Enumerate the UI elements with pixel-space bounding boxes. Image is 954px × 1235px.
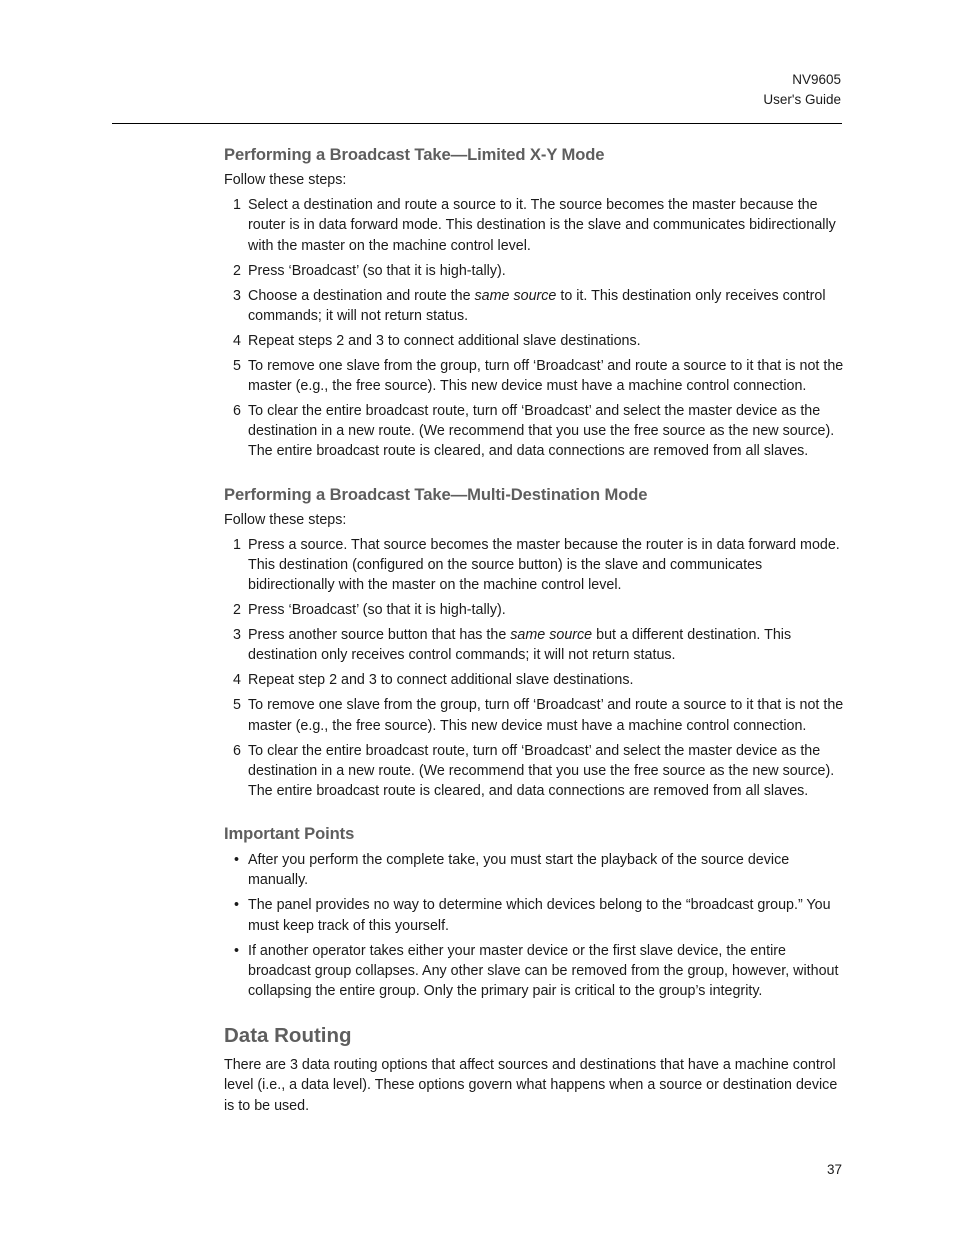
- steps-list: [224, 535, 844, 801]
- section-heading: Performing a Broadcast Take—Limited X-Y Mode: [224, 145, 605, 164]
- section-multi-destination: [224, 484, 844, 802]
- step-text: Press ‘Broadcast’ (so that it is high-tally).: [248, 262, 506, 279]
- step-item: [224, 331, 844, 351]
- section-data-routing: [224, 1023, 844, 1116]
- step-item: [224, 286, 844, 326]
- step-item: [224, 625, 844, 665]
- step-text: To clear the entire broadcast route, turn off ‘Broadcast’ and select the master device as the destination in a new route. (We recommend that you use the free source as the new source). The entire broadcast route is cleared, and data connections are removed from all slaves.: [248, 742, 835, 800]
- step-item: [224, 695, 844, 735]
- bullet-text: The panel provides no way to determine which devices belong to the “broadcast group.” You must keep track of this yourself.: [248, 897, 831, 934]
- bullet-marker: •: [234, 942, 240, 959]
- header-product: NV9605: [792, 72, 841, 87]
- bullet-item: [224, 895, 844, 935]
- section-important-points: [224, 823, 844, 1001]
- bullet-item: [224, 850, 844, 890]
- bullet-text: After you perform the complete take, you must start the playback of the source device manually.: [248, 852, 790, 889]
- bullet-marker: •: [234, 897, 240, 914]
- step-item: [224, 535, 844, 596]
- steps-list: [224, 195, 844, 461]
- step-number: 3: [233, 287, 241, 304]
- step-text: To clear the entire broadcast route, turn off ‘Broadcast’ and select the master device as the destination in a new route. (We recommend that you use the free source as the new source). The entire broadcast route is cleared, and data connections are removed from all slaves.: [248, 403, 835, 460]
- step-text: Repeat steps 2 and 3 to connect additional slave destinations.: [248, 332, 641, 349]
- page-number: 37: [826, 1162, 842, 1177]
- step-number: 4: [233, 672, 241, 689]
- section-heading: Important Points: [224, 824, 355, 844]
- step-number: 1: [233, 197, 241, 214]
- chapter-heading: Data Routing: [224, 1024, 352, 1048]
- step-text-post: to it. This destination only receives control commands; it will not return status.: [248, 287, 826, 324]
- step-number: 2: [233, 262, 241, 279]
- step-item: [224, 741, 844, 802]
- page-content: [224, 144, 844, 1138]
- step-number: 6: [233, 403, 241, 420]
- header-rule: [112, 123, 842, 124]
- section-intro: Follow these steps:: [224, 511, 347, 528]
- step-text-pre: Choose a destination and route the: [248, 287, 475, 304]
- step-text-emphasis: same source: [510, 627, 593, 644]
- step-text: Press ‘Broadcast’ (so that it is high-tally).: [248, 602, 506, 619]
- step-text: Select a destination and route a source to it. The source becomes the master because the router is in data forward mode. This destination is the slave and communicates bidirectionally with the master on the machine control level.: [248, 197, 836, 254]
- step-text: To remove one slave from the group, turn off ‘Broadcast’ and route a source to it that is not the master (e.g., the free source). This new device must have a machine control connection.: [248, 357, 844, 395]
- step-number: 6: [233, 742, 241, 759]
- bullet-item: [224, 941, 844, 1002]
- step-number: 4: [233, 332, 241, 349]
- bullet-marker: •: [234, 852, 240, 869]
- step-text-post: but a different destination. This destination only receives control commands; it will not return status.: [248, 627, 792, 664]
- step-number: 1: [233, 536, 241, 553]
- step-item: [224, 261, 844, 281]
- step-text-pre: Press another source button that has the: [248, 627, 511, 644]
- step-number: 2: [233, 602, 241, 619]
- step-text: Repeat step 2 and 3 to connect additional slave destinations.: [248, 672, 634, 689]
- step-item: [224, 356, 844, 396]
- step-text: To remove one slave from the group, turn off ‘Broadcast’ and route a source to it that is not the master (e.g., the free source). This new device must have a machine control connection.: [248, 697, 844, 734]
- body-paragraph: There are 3 data routing options that affect sources and destinations that have a machine control level (i.e., a data level). These options govern what happens when a source or destination device is to be used.: [224, 1057, 838, 1114]
- step-item: [224, 600, 844, 620]
- section-intro: Follow these steps:: [224, 172, 347, 188]
- step-text-emphasis: same source: [474, 287, 557, 304]
- header-doc-title: User's Guide: [763, 92, 841, 107]
- step-text: Press a source. That source becomes the master because the router is in data forward mode. This destination (configured on the source button) is the slave and communicates bidirectionally with the master on the machine control level.: [248, 536, 840, 594]
- running-header: [763, 70, 841, 110]
- section-xy-mode: [224, 144, 844, 462]
- bullet-list: [224, 850, 844, 1001]
- step-item: [224, 401, 844, 462]
- step-number: 3: [233, 627, 241, 644]
- section-heading: Performing a Broadcast Take—Multi-Destination Mode: [224, 484, 648, 504]
- step-number: 5: [233, 697, 241, 714]
- step-item: [224, 670, 844, 690]
- step-number: 5: [233, 357, 241, 374]
- bullet-text: If another operator takes either your master device or the first slave device, the entire broadcast group collapses. Any other slave can be removed from the group, however, without collapsing the entire group. Only the primary pair is critical to the group’s integrity.: [248, 942, 839, 1000]
- step-item: [224, 195, 844, 256]
